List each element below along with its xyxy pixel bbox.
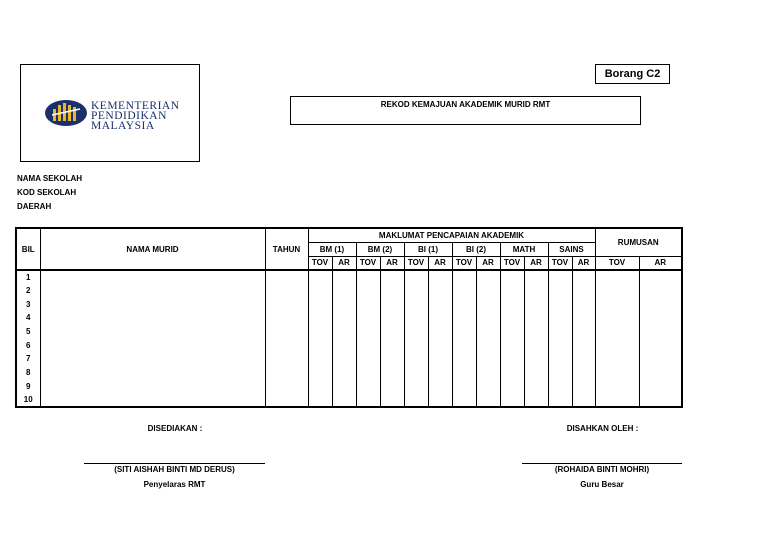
table-cell[interactable] [380, 297, 404, 311]
table-cell[interactable] [332, 270, 356, 284]
table-cell[interactable] [476, 270, 500, 284]
table-cell[interactable] [524, 311, 548, 325]
table-cell[interactable] [524, 366, 548, 380]
table-cell[interactable] [332, 311, 356, 325]
table-cell[interactable] [380, 366, 404, 380]
table-cell[interactable] [265, 325, 308, 339]
table-cell[interactable] [476, 338, 500, 352]
table-cell[interactable] [548, 284, 572, 298]
ar-subheader: AR [639, 256, 682, 270]
prepared-by-role: Penyelaras RMT [143, 480, 206, 489]
table-cell[interactable] [308, 270, 332, 284]
table-cell[interactable] [404, 366, 428, 380]
table-cell[interactable] [308, 325, 332, 339]
table-row [16, 297, 682, 311]
tov-subheader: TOV [404, 256, 428, 270]
table-cell[interactable] [639, 325, 682, 339]
table-cell[interactable] [572, 284, 595, 298]
table-cell[interactable] [40, 338, 265, 352]
table-cell[interactable] [452, 393, 476, 407]
subject-header: BI (2) [452, 242, 500, 256]
table-cell[interactable] [572, 366, 595, 380]
table-cell[interactable] [548, 311, 572, 325]
table-cell[interactable] [332, 284, 356, 298]
table-cell[interactable] [40, 393, 265, 407]
table-cell[interactable] [639, 380, 682, 394]
table-cell[interactable] [476, 297, 500, 311]
prepared-signature-line [84, 463, 265, 464]
table-cell[interactable] [356, 366, 380, 380]
table-cell[interactable] [476, 393, 500, 407]
table-cell[interactable] [404, 311, 428, 325]
table-cell[interactable] [476, 366, 500, 380]
tov-subheader: TOV [548, 256, 572, 270]
table-cell[interactable] [595, 393, 639, 407]
tov-subheader: TOV [308, 256, 332, 270]
table-row [16, 284, 682, 298]
ar-subheader: AR [380, 256, 404, 270]
achievement-group-header: MAKLUMAT PENCAPAIAN AKADEMIK [308, 228, 595, 242]
approved-by-role: Guru Besar [580, 480, 624, 489]
table-cell[interactable] [40, 325, 265, 339]
table-cell[interactable] [548, 325, 572, 339]
table-cell[interactable] [308, 338, 332, 352]
table-cell[interactable] [452, 366, 476, 380]
table-cell[interactable] [595, 325, 639, 339]
table-cell[interactable] [404, 325, 428, 339]
table-cell[interactable] [356, 380, 380, 394]
table-cell[interactable] [548, 270, 572, 284]
table-cell[interactable] [500, 270, 524, 284]
table-cell[interactable] [548, 380, 572, 394]
ar-subheader: AR [524, 256, 548, 270]
row-number: 2 [16, 284, 40, 298]
table-cell[interactable] [308, 284, 332, 298]
table-cell[interactable] [639, 393, 682, 407]
table-cell[interactable] [356, 352, 380, 366]
table-row [16, 338, 682, 352]
table-cell[interactable] [476, 311, 500, 325]
table-cell[interactable] [595, 352, 639, 366]
table-row [16, 366, 682, 380]
table-cell[interactable] [40, 270, 265, 284]
table-cell[interactable] [452, 297, 476, 311]
table-cell[interactable] [639, 366, 682, 380]
table-cell[interactable] [572, 338, 595, 352]
district-label: DAERAH [17, 202, 52, 211]
table-cell[interactable] [476, 352, 500, 366]
table-cell[interactable] [500, 380, 524, 394]
table-cell[interactable] [356, 393, 380, 407]
table-cell[interactable] [404, 297, 428, 311]
table-cell[interactable] [356, 270, 380, 284]
table-cell[interactable] [500, 338, 524, 352]
row-number: 4 [16, 311, 40, 325]
table-cell[interactable] [524, 325, 548, 339]
table-cell[interactable] [452, 380, 476, 394]
row-number: 5 [16, 325, 40, 339]
table-cell[interactable] [404, 380, 428, 394]
table-cell[interactable] [572, 311, 595, 325]
tov-subheader: TOV [500, 256, 524, 270]
table-cell[interactable] [548, 297, 572, 311]
table-cell[interactable] [452, 352, 476, 366]
table-cell[interactable] [404, 270, 428, 284]
table-cell[interactable] [380, 270, 404, 284]
row-number: 8 [16, 366, 40, 380]
ar-subheader: AR [428, 256, 452, 270]
tov-subheader: TOV [595, 256, 639, 270]
table-cell[interactable] [308, 311, 332, 325]
prepared-by-label: DISEDIAKAN : [147, 424, 203, 433]
table-cell[interactable] [428, 393, 452, 407]
table-cell[interactable] [476, 284, 500, 298]
table-cell[interactable] [380, 380, 404, 394]
table-cell[interactable] [476, 380, 500, 394]
table-cell[interactable] [500, 311, 524, 325]
row-number: 3 [16, 297, 40, 311]
table-cell[interactable] [595, 311, 639, 325]
table-cell[interactable] [500, 325, 524, 339]
table-row [16, 325, 682, 339]
table-cell[interactable] [428, 352, 452, 366]
table-cell[interactable] [595, 338, 639, 352]
table-cell[interactable] [40, 311, 265, 325]
table-row [16, 311, 682, 325]
ar-subheader: AR [476, 256, 500, 270]
subject-header: BM (2) [356, 242, 404, 256]
table-cell[interactable] [265, 352, 308, 366]
subject-header: SAINS [548, 242, 595, 256]
academic-record-table [15, 227, 683, 408]
table-cell[interactable] [356, 297, 380, 311]
table-cell[interactable] [265, 393, 308, 407]
table-cell[interactable] [265, 380, 308, 394]
table-cell[interactable] [595, 270, 639, 284]
table-cell[interactable] [380, 352, 404, 366]
table-cell[interactable] [332, 338, 356, 352]
table-row [16, 352, 682, 366]
table-cell[interactable] [428, 270, 452, 284]
table-cell[interactable] [265, 270, 308, 284]
table-cell[interactable] [265, 284, 308, 298]
table-cell[interactable] [308, 393, 332, 407]
table-cell[interactable] [428, 284, 452, 298]
table-cell[interactable] [595, 380, 639, 394]
table-row [16, 270, 682, 284]
table-cell[interactable] [595, 366, 639, 380]
table-row [16, 380, 682, 394]
table-cell[interactable] [572, 352, 595, 366]
table-cell[interactable] [500, 352, 524, 366]
table-cell[interactable] [524, 338, 548, 352]
form-code: Borang C2 [595, 64, 670, 84]
table-cell[interactable] [356, 311, 380, 325]
ministry-wordmark: KEMENTERIAN PENDIDIKAN MALAYSIA [91, 100, 180, 132]
row-number: 7 [16, 352, 40, 366]
table-cell[interactable] [572, 297, 595, 311]
table-cell[interactable] [639, 270, 682, 284]
school-code-label: KOD SEKOLAH [17, 188, 77, 197]
table-cell[interactable] [380, 325, 404, 339]
table-cell[interactable] [404, 284, 428, 298]
row-number: 10 [16, 393, 40, 407]
table-cell[interactable] [639, 311, 682, 325]
ar-subheader: AR [332, 256, 356, 270]
table-cell[interactable] [524, 352, 548, 366]
table-cell[interactable] [265, 297, 308, 311]
table-cell[interactable] [548, 338, 572, 352]
table-cell[interactable] [500, 284, 524, 298]
table-cell[interactable] [572, 325, 595, 339]
row-number: 6 [16, 338, 40, 352]
table-cell[interactable] [548, 366, 572, 380]
page-title: REKOD KEMAJUAN AKADEMIK MURID RMT [290, 96, 641, 125]
school-name-label: NAMA SEKOLAH [17, 174, 83, 183]
col-summary-header: RUMUSAN [595, 228, 682, 256]
table-cell[interactable] [572, 380, 595, 394]
table-cell[interactable] [428, 325, 452, 339]
table-cell[interactable] [40, 297, 265, 311]
table-cell[interactable] [428, 297, 452, 311]
subject-header: MATH [500, 242, 548, 256]
table-cell[interactable] [548, 352, 572, 366]
table-cell[interactable] [356, 338, 380, 352]
table-cell[interactable] [572, 270, 595, 284]
table-cell[interactable] [595, 284, 639, 298]
table-cell[interactable] [500, 393, 524, 407]
approved-by-label: DISAHKAN OLEH : [566, 424, 639, 433]
table-cell[interactable] [595, 297, 639, 311]
table-cell[interactable] [639, 352, 682, 366]
table-cell[interactable] [332, 393, 356, 407]
table-cell[interactable] [332, 297, 356, 311]
row-number: 9 [16, 380, 40, 394]
table-cell[interactable] [404, 352, 428, 366]
table-cell[interactable] [40, 352, 265, 366]
tov-subheader: TOV [452, 256, 476, 270]
table-cell[interactable] [452, 270, 476, 284]
table-cell[interactable] [308, 380, 332, 394]
subject-header: BI (1) [404, 242, 452, 256]
table-cell[interactable] [40, 366, 265, 380]
table-cell[interactable] [332, 380, 356, 394]
table-cell[interactable] [308, 297, 332, 311]
table-cell[interactable] [548, 393, 572, 407]
table-cell[interactable] [428, 311, 452, 325]
tov-subheader: TOV [356, 256, 380, 270]
table-row [16, 393, 682, 407]
table-cell[interactable] [380, 338, 404, 352]
table-cell[interactable] [524, 393, 548, 407]
table-cell[interactable] [639, 284, 682, 298]
table-cell[interactable] [639, 338, 682, 352]
table-cell[interactable] [500, 366, 524, 380]
table-cell[interactable] [332, 352, 356, 366]
table-cell[interactable] [332, 325, 356, 339]
col-bil-header: BIL [16, 228, 40, 270]
table-cell[interactable] [308, 352, 332, 366]
table-cell[interactable] [380, 393, 404, 407]
table-cell[interactable] [404, 393, 428, 407]
table-cell[interactable] [428, 338, 452, 352]
table-cell[interactable] [404, 338, 428, 352]
table-cell[interactable] [40, 380, 265, 394]
col-year-header: TAHUN [265, 228, 308, 270]
table-cell[interactable] [356, 284, 380, 298]
approved-signature-line [522, 463, 682, 464]
ministry-logo [20, 64, 200, 162]
table-cell[interactable] [639, 297, 682, 311]
row-number: 1 [16, 270, 40, 284]
ministry-emblem-icon [44, 99, 88, 127]
table-cell[interactable] [265, 311, 308, 325]
table-cell[interactable] [524, 284, 548, 298]
table-cell[interactable] [308, 366, 332, 380]
table-cell[interactable] [500, 297, 524, 311]
table-cell[interactable] [524, 297, 548, 311]
table-cell[interactable] [380, 311, 404, 325]
approved-by-name: (ROHAIDA BINTI MOHRI) [554, 465, 650, 474]
table-cell[interactable] [452, 284, 476, 298]
subject-header: BM (1) [308, 242, 356, 256]
table-cell[interactable] [356, 325, 380, 339]
table-cell[interactable] [332, 366, 356, 380]
table-cell[interactable] [380, 284, 404, 298]
table-cell[interactable] [265, 366, 308, 380]
table-cell[interactable] [452, 311, 476, 325]
ar-subheader: AR [572, 256, 595, 270]
table-cell[interactable] [428, 380, 452, 394]
table-cell[interactable] [524, 380, 548, 394]
col-name-header: NAMA MURID [40, 228, 265, 270]
table-cell[interactable] [476, 325, 500, 339]
table-cell[interactable] [572, 393, 595, 407]
table-cell[interactable] [428, 366, 452, 380]
prepared-by-name: (SITI AISHAH BINTI MD DERUS) [114, 465, 235, 474]
table-cell[interactable] [452, 338, 476, 352]
table-cell[interactable] [452, 325, 476, 339]
table-cell[interactable] [40, 284, 265, 298]
table-cell[interactable] [265, 338, 308, 352]
table-cell[interactable] [524, 270, 548, 284]
